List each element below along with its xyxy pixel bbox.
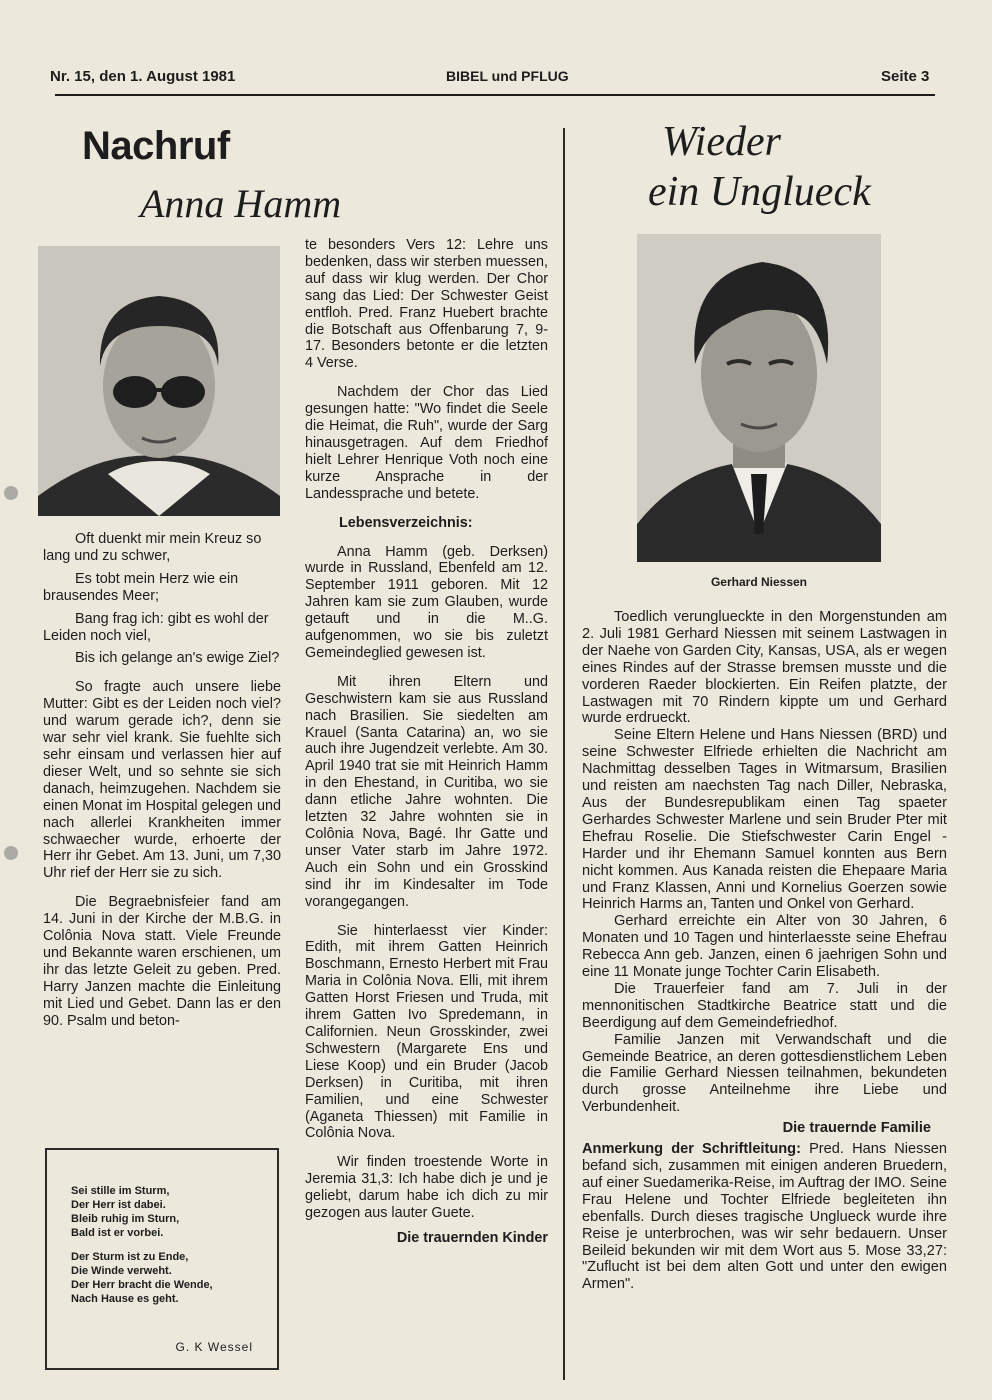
poem-line: Es tobt mein Herz wie ein brausendes Meer; — [43, 570, 239, 604]
poem-box-line: Der Herr ist dabei. — [71, 1199, 166, 1211]
poem-box-line: Bleib ruhig im Sturn, — [71, 1213, 180, 1225]
body-paragraph: Mit ihren Eltern und Geschwistern kam sie aus Russland nach Brasilien. Sie siedelten am Krauel (Santa Catarina) an, wo sie auch ihre Jugendzeit verlebte. Am 30. April 1940 trat sie mit Heinrich Hamm in den Ehestand, in Curitiba, wo sie dann etliche Jahre wohnten. Die letzten 32 Jahre wohnten sie in Colônia Nova, Bagé. Ihr Gatte und unser Vater starb im Jahre 1972. Auch ein Sohn und ein Grosskind sind ihr im Kindesalter im Tode vorangegangen. — [305, 673, 548, 910]
poem-box-line: Der Herr bracht die Wende, — [71, 1279, 213, 1291]
poem-stanza — [71, 1184, 267, 1240]
poem-box-line: Nach Hause es geht. — [71, 1293, 179, 1305]
body-paragraph: Seine Eltern Helene und Hans Niessen (BRD) und seine Schwester Elfriede erhielten die Nachricht am Nachmittag desselben Tages in Witmarsum, Brasilien und reisten am naechsten Tag nach Diller, Nebraska, Aus der Bundesrepublikam einen Tag spaeter Gerhardes Schwester Marlene und sein Bruder Pter mit Ehefrau Roselie. Die Stiefschwester Carin Engel - Harder und ihr Ehemann Samuel konnten aus Bern nicht kommen. Aus Kanada reisten die Ehepaare Maria und Franz Klassen, Anni und Kornelius Goerzen sowie Heinrich Harms an, Tanten und Onkel von Gerhard. — [582, 727, 947, 913]
obituary-poem — [43, 531, 281, 667]
poem-box-line: Die Winde verweht. — [71, 1265, 172, 1277]
page-number: Seite 3 — [881, 68, 930, 85]
poem-box-line: Der Sturm ist zu Ende, — [71, 1251, 189, 1263]
obituary-name: Anna Hamm — [140, 181, 342, 226]
accident-column — [582, 609, 947, 1293]
accident-signature: Die trauernde Familie — [782, 1120, 931, 1137]
portrait-anna-hamm — [38, 246, 280, 516]
photo-caption: Gerhard Niessen — [710, 575, 808, 589]
portrait-gerhard-niessen — [637, 234, 881, 562]
body-paragraph: Die Trauerfeier fand am 7. Juli in der mennonitischen Stadtkirche Beatrice statt und die Beerdigung auf dem Gemeindefriedhof. — [582, 980, 947, 1031]
obituary-column-1 — [43, 531, 281, 1029]
binder-hole — [4, 846, 18, 860]
column-divider — [563, 128, 565, 1380]
accident-title-line-2: ein Unglueck — [648, 169, 871, 215]
body-paragraph: Sie hinterlaesst vier Kinder: Edith, mit ihrem Gatten Heinrich Boschmann, Ernesto Herbert mit Frau Maria in Colônia Nova. Elli, mit ihrem Gatten Horst Friesen und Truda, mit ihrem Gatten Ivo Spredemann, in Californien. Neun Grosskinder, zwei Schwestern (Margarete Ens und Liese Koop) und ein Bruder (Jacob Derksen) in Curitiba, mit ihren Familien, und eine Schwester (Aganeta Thiessen) mit Familie in Colônia Nova. — [305, 922, 548, 1142]
body-paragraph: So fragte auch unsere liebe Mutter: Gibt es der Leiden noch viel? und warum gerade ich?, denn sie war sehr viel krank. Sie fuehlte sich sehr einsam und verlassen hier auf dieser Welt, und so sehnte sie sich danach, heimzugehen. Nachdem sie einen Monat im Hospital gelegen und nach allerlei Krankheiten immer schwaecher wurde, erhoerte der Herr ihr Gebet. Am 13. Juni, um 7,30 Uhr rief der Herr sie zu sich. — [43, 679, 281, 882]
poem-stanza — [71, 1250, 267, 1306]
body-paragraph: Nachdem der Chor das Lied gesungen hatte: "Wo findet die Seele die Heimat, die Ruh", wurde der Sarg hinausgetragen. Auf dem Friedhof hielt Lehrer Henrique Voth noch eine kurze Ansprache in der Landessprache und betete. — [305, 384, 548, 502]
poem-line: Bis ich gelange an's ewige Ziel? — [75, 650, 280, 667]
body-paragraph: Toedlich verunglueckte in den Morgenstunden am 2. Juli 1981 Gerhard Niessen mit seinem Lastwagen in der Naehe von Garden City, Kansas, USA, als er wegen eines Rindes auf der Strasse bremsen musste und die vorderen Raeder blockierten. Ein Reifen platzte, der Lastwagen mit 70 Rindern kippte um und Gerhard wurde erdrueckt. — [582, 609, 947, 727]
body-paragraph: Familie Janzen mit Verwandschaft und die Gemeinde Beatrice, an deren gottesdienstlichem Leben die Familie Gerhard Niessen teilnahmen, bekundeten durch grosse Anteilnehme ihre Liebe und Verbundenheit. — [582, 1031, 947, 1116]
editorial-note — [582, 1141, 947, 1293]
accident-title-line-1: Wieder — [662, 119, 781, 165]
body-paragraph: Wir finden troestende Worte in Jeremia 31,3: Ich habe dich je und je geliebt, darum habe ich dich zu mir gezogen aus lauter Guete. — [305, 1154, 548, 1222]
poem-author: G. K Wessel — [175, 1340, 253, 1354]
publication-title: BIBEL und PFLUG — [446, 68, 569, 84]
body-paragraph: Die Begraebnisfeier fand am 14. Juni in der Kirche der M.B.G. in Colônia Nova statt. Viele Freunde und Bekannte waren erschienen, um ihr das letzte Geleit zu geben. Pred. Harry Janzen machte die Einleitung mit Lied und Gebet. Dann las er den 90. Psalm und beton- — [43, 894, 281, 1029]
poem-box-line: Bald ist er vorbei. — [71, 1227, 164, 1239]
header-rule — [55, 94, 935, 96]
body-paragraph: Anna Hamm (geb. Derksen) wurde in Russland, Ebenfeld am 12. September 1911 geboren. Mit 12 Jahren kam sie zum Glauben, wurde getauft und in die M..G. aufgenommen, wo sie bis zuletzt Gemeindeglied gewesen ist. — [305, 543, 548, 661]
editorial-note-text: Pred. Hans Niessen befand sich, zusammen mit einigen anderen Bruedern, auf einer Suedamerika-Reise, im Auftrag der IMO. Seine Frau Helene und Tochter Elfriede begleiteten ihn ebenfalls. Durch dieses tragische Unglueck wurde ihre Reise je unterbrochen, was wir sehr bedauern. Unser Beileid bekunden wir mit dem Wort aus 5. Mose 33,27: "Zuflucht ist bei dem alten Gott und unter den ewigen Armen". — [582, 1141, 948, 1293]
obituary-heading: Nachruf — [82, 124, 230, 168]
obituary-column-2 — [305, 237, 548, 1247]
binder-hole — [4, 486, 18, 500]
obituary-signature: Die trauernden Kinder — [396, 1229, 548, 1246]
editorial-note-label: Anmerkung der Schriftleitung: — [582, 1141, 801, 1158]
poem-line: Oft duenkt mir mein Kreuz so lang und zu schwer, — [43, 531, 262, 564]
body-paragraph: te besonders Vers 12: Lehre uns bedenken, dass wir sterben muessen, auf dass wir klug werden. Der Chor sang das Lied: Der Schwester Geist entfloh. Pred. Franz Huebert brachte die Botschaft aus Offenbarung 7, 9-17. Besonders betonte er die letzten 4 Verse. — [305, 237, 548, 372]
poem-line: Bang frag ich: gibt es wohl der Leiden noch viel, — [43, 610, 269, 644]
poem-box — [45, 1148, 279, 1370]
issue-number: Nr. 15, den 1. August 1981 — [50, 68, 236, 85]
body-paragraph: Gerhard erreichte ein Alter von 30 Jahren, 6 Monaten und 10 Tagen und hinterlaesste seine Ehefrau Rebecca Ann geb. Janzen, einen 6 jaehrigen Sohn und eine 11 Monate junge Tochter Carin Elisabeth. — [582, 913, 947, 981]
bio-heading: Lebensverzeichnis: — [339, 514, 473, 531]
poem-box-line: Sei stille im Sturm, — [71, 1185, 170, 1197]
